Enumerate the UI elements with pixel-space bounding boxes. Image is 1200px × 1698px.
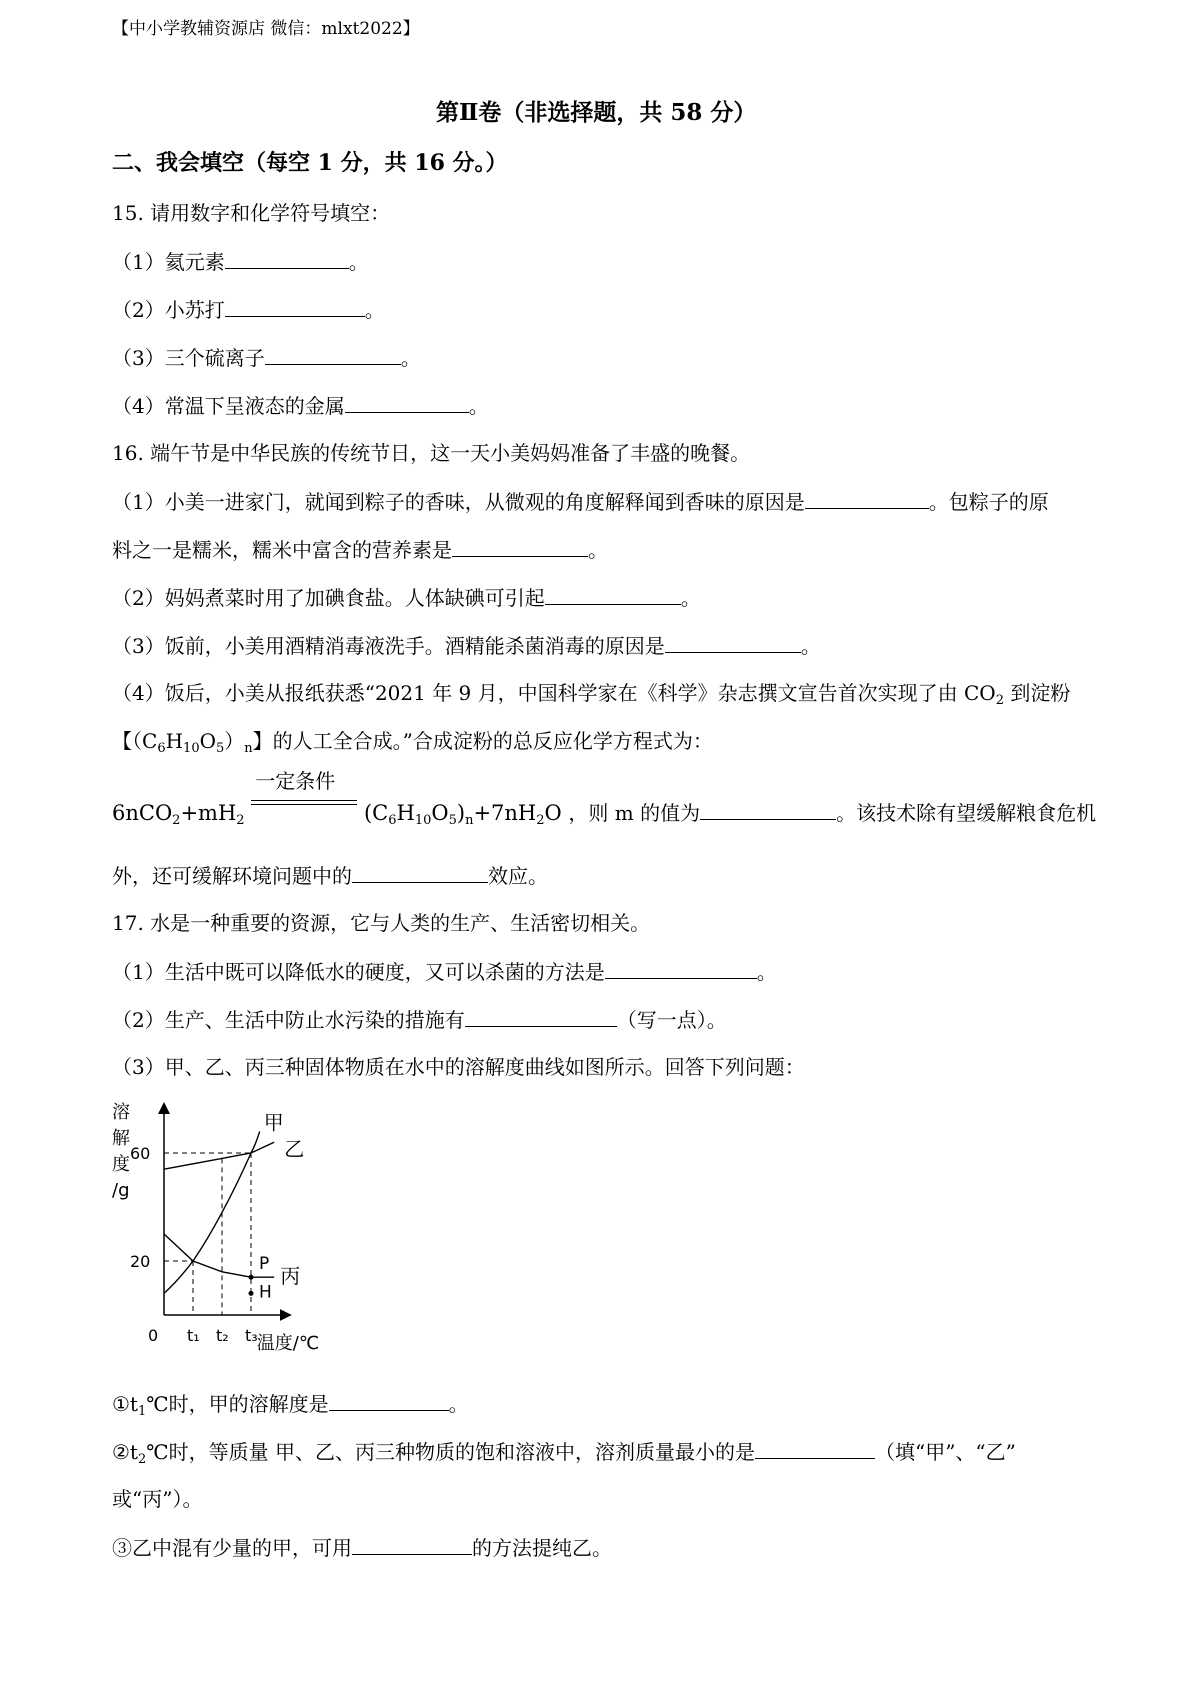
answer-blank[interactable] <box>545 584 681 605</box>
q15-item-2-end: 。 <box>364 298 385 322</box>
q17-s1-text-cont: ℃时，甲的溶解度是 <box>146 1392 329 1416</box>
subscript: 2 <box>172 813 181 828</box>
formula-part: 【（C <box>112 729 158 753</box>
answer-blank[interactable] <box>755 1438 875 1459</box>
subscript: n <box>244 741 253 756</box>
double-line-top <box>251 800 357 801</box>
point-P <box>249 1275 254 1280</box>
q15-item-2-label: （2）小苏打 <box>112 298 225 322</box>
double-line-bottom <box>251 804 357 805</box>
q16-p4-text-3: 外，还可缓解环境问题中的 <box>112 864 352 888</box>
q16-part-4-line-4 <box>112 862 548 889</box>
q17-part-1 <box>112 958 777 985</box>
series-label-乙: 乙 <box>284 1137 305 1162</box>
subscript: 1 <box>137 1404 147 1419</box>
y-axis-label: 度 <box>112 1154 130 1175</box>
q15-item-4 <box>112 392 489 419</box>
q15-item-1-label: （1）氦元素 <box>112 250 225 274</box>
q16-eq-question: ，则 m 的值为 <box>568 801 701 825</box>
q17-p2-text: （2）生产、生活中防止水污染的措施有 <box>112 1008 465 1032</box>
equation-product: H <box>396 801 415 825</box>
answer-blank[interactable] <box>605 958 757 979</box>
q15-item-2 <box>112 296 385 323</box>
q16-part-2 <box>112 584 701 611</box>
series-label-丙: 丙 <box>280 1264 301 1289</box>
part-title: 二、我会填空（每空 1 分，共 16 分。） <box>112 150 508 176</box>
q16-p3-text: （3）饭前，小美用酒精消毒液洗手。酒精能杀菌消毒的原因是 <box>112 634 665 658</box>
q16-p3-end: 。 <box>800 634 821 658</box>
answer-blank[interactable] <box>265 344 401 365</box>
y-tick-label: 60 <box>130 1144 151 1163</box>
q17-s3-end: 的方法提纯乙。 <box>472 1536 612 1560</box>
q15-stem: 15. 请用数字和化学符号填空： <box>112 201 391 225</box>
answer-blank[interactable] <box>329 1390 449 1411</box>
answer-blank[interactable] <box>352 862 488 883</box>
reaction-condition-arrow <box>251 769 357 820</box>
q15-item-1 <box>112 248 369 275</box>
q16-p4-end: 效应。 <box>488 864 548 888</box>
point-label-H: H <box>259 1282 272 1303</box>
q16-p4-text: （4）饭后，小美从报纸获悉“2021 年 9 月，中国科学家在《科学》杂志撰文宣告首次实现了由 CO <box>112 681 996 705</box>
q17-s2-text-cont-2: （填“甲”、“乙” <box>874 1440 1016 1464</box>
q16-p2-end: 。 <box>680 586 701 610</box>
answer-blank[interactable] <box>352 1534 472 1555</box>
equation-product: ) <box>456 801 466 825</box>
section-title: 第Ⅱ卷（非选择题，共 58 分） <box>436 99 757 126</box>
subscript: 2 <box>995 693 1004 708</box>
q17-p2-end: （写一点）。 <box>616 1008 727 1032</box>
q17-p1-end: 。 <box>756 960 777 984</box>
q16-p2-text: （2）妈妈煮菜时用了加碘食盐。人体缺碘可引起 <box>112 586 545 610</box>
q16-p4-text-cont: 到淀粉 <box>1003 681 1071 705</box>
y-tick-label: 20 <box>130 1252 151 1271</box>
q17-sub-1 <box>112 1390 469 1417</box>
y-axis-label: 解 <box>112 1128 130 1149</box>
q16-part-1-line-1 <box>112 488 1049 515</box>
answer-blank[interactable] <box>452 536 588 557</box>
answer-blank[interactable] <box>225 248 349 269</box>
curve-甲 <box>164 1131 260 1293</box>
q17-sub-2 <box>112 1438 1016 1465</box>
subscript: 6 <box>157 741 166 756</box>
subscript: 10 <box>183 741 200 756</box>
q16-p1-text: （1）小美一进家门，就闻到粽子的香味，从微观的角度解释闻到香味的原因是 <box>112 490 805 514</box>
subscript: 5 <box>216 741 225 756</box>
answer-blank[interactable] <box>805 488 929 509</box>
q17-part-2 <box>112 1006 727 1033</box>
x-tick-label: t₁ <box>187 1326 200 1345</box>
solubility-curve-chart <box>108 1090 408 1360</box>
subscript: 2 <box>236 813 245 828</box>
subscript: 2 <box>137 1452 147 1467</box>
y-axis-label: 溶 <box>112 1102 130 1123</box>
subscript: 10 <box>414 813 432 828</box>
q16-p1-text-2: 料之一是糯米，糯米中富含的营养素是 <box>112 538 452 562</box>
q16-p4-text-2: 】的人工全合成。”合成淀粉的总反应化学方程式为： <box>252 729 713 753</box>
answer-blank[interactable] <box>665 632 801 653</box>
q16-part-1-line-2 <box>112 536 608 563</box>
equation-product: O <box>431 801 449 825</box>
q16-p1-text-cont: 。包粽子的原 <box>928 490 1049 514</box>
curve-丙 <box>164 1234 274 1277</box>
q17-sub-3 <box>112 1534 612 1561</box>
q15-item-4-end: 。 <box>468 394 489 418</box>
origin-label: 0 <box>148 1326 159 1345</box>
series-label-甲: 甲 <box>263 1110 284 1135</box>
x-tick-label: t₂ <box>216 1326 229 1345</box>
formula-part: ） <box>224 729 245 753</box>
chemical-equation-line <box>112 769 1097 828</box>
resource-header: 【中小学教辅资源店 微信：mlxt2022】 <box>112 19 420 39</box>
x-tick-label: t₃ <box>245 1326 258 1345</box>
q17-s2-text: ②t <box>112 1440 138 1464</box>
equation-reactant: 6nCO <box>112 801 173 825</box>
subscript: 2 <box>536 813 545 828</box>
reaction-condition: 一定条件 <box>255 769 336 793</box>
point-label-P: P <box>259 1254 270 1275</box>
q16-eq-question-cont: 。该技术除有望缓解粮食危机 <box>836 801 1097 825</box>
subscript: 5 <box>448 813 457 828</box>
curve-乙 <box>164 1142 274 1169</box>
q16-part-3 <box>112 632 821 659</box>
q17-p1-text: （1）生活中既可以降低水的硬度，又可以杀菌的方法是 <box>112 960 605 984</box>
equation-reactant: +mH <box>180 801 237 825</box>
formula-part: H <box>165 729 184 753</box>
formula-part: O <box>199 729 216 753</box>
q16-p1-end: 。 <box>588 538 608 562</box>
point-H <box>249 1291 254 1296</box>
q17-part-3: （3）甲、乙、丙三种固体物质在水中的溶解度曲线如图所示。回答下列问题： <box>112 1055 805 1079</box>
q15-item-3 <box>112 344 421 371</box>
q17-s1-end: 。 <box>448 1392 469 1416</box>
equation-product: O <box>544 801 562 825</box>
q17-s1-text: ①t <box>112 1392 138 1416</box>
equation-product: (C <box>363 801 389 825</box>
q17-s3-text: ③乙中混有少量的甲，可用 <box>112 1536 352 1560</box>
q16-part-4-line-2 <box>112 728 713 754</box>
answer-blank[interactable] <box>225 296 365 317</box>
answer-blank[interactable] <box>700 799 836 820</box>
q16-stem: 16. 端午节是中华民族的传统节日，这一天小美妈妈准备了丰盛的晚餐。 <box>112 441 751 465</box>
q17-sub-2-cont: 或“丙”）。 <box>112 1487 203 1511</box>
q15-item-1-end: 。 <box>348 250 369 274</box>
x-axis-label: 温度/℃ <box>256 1333 320 1354</box>
answer-blank[interactable] <box>465 1006 617 1027</box>
q16-part-4-line-1 <box>112 680 1070 706</box>
q15-item-3-label: （3）三个硫离子 <box>112 346 265 370</box>
equation-product: +7nH <box>473 801 537 825</box>
q17-stem: 17. 水是一种重要的资源，它与人类的生产、生活密切相关。 <box>112 911 651 935</box>
subscript: n <box>465 813 474 828</box>
q15-item-3-end: 。 <box>400 346 421 370</box>
y-axis-label: /g <box>112 1180 130 1201</box>
q17-s2-text-cont: ℃时，等质量 甲、乙、丙三种物质的饱和溶液中，溶剂质量最小的是 <box>146 1440 755 1464</box>
q15-item-4-label: （4）常温下呈液态的金属 <box>112 394 345 418</box>
subscript: 6 <box>388 813 397 828</box>
answer-blank[interactable] <box>345 392 469 413</box>
